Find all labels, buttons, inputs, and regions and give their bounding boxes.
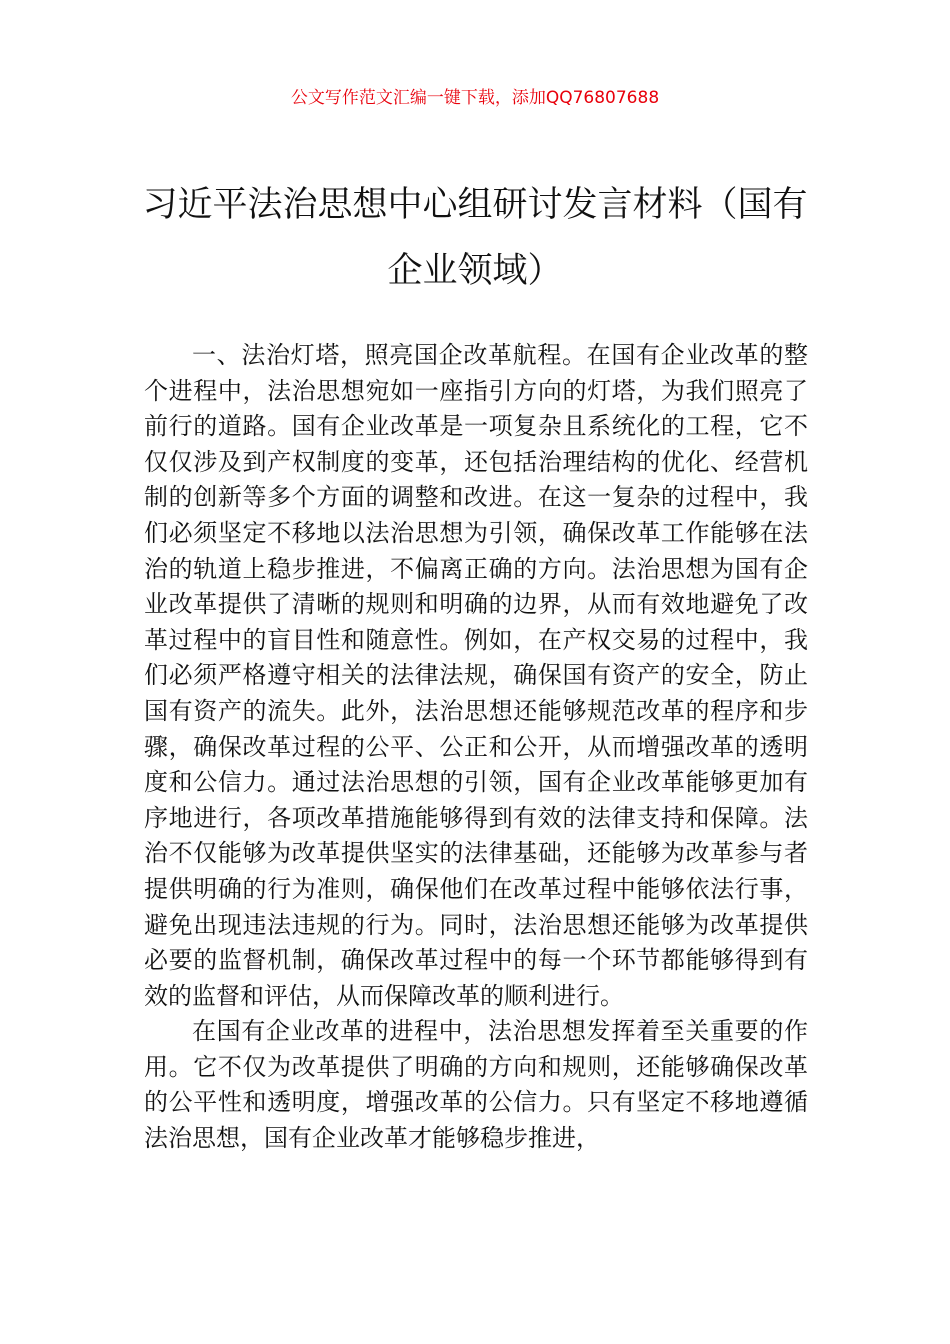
document-body — [144, 338, 808, 1157]
paragraph: 一、法治灯塔，照亮国企改革航程。在国有企业改革的整个进程中，法治思想宛如一座指引方向的灯塔，为我们照亮了前行的道路。国有企业改革是一项复杂且系统化的工程，它不仅仅涉及到产权制度的变革，还包括治理结构的优化、经营机制的创新等多个方面的调整和改进。在这一复杂的过程中，我们必须坚定不移地以法治思想为引领，确保改革工作能够在法治的轨道上稳步推进，不偏离正确的方向。法治思想为国有企业改革提供了清晰的规则和明确的边界，从而有效地避免了改革过程中的盲目性和随意性。例如，在产权交易的过程中，我们必须严格遵守相关的法律法规，确保国有资产的安全，防止国有资产的流失。此外，法治思想还能够规范改革的程序和步骤，确保改革过程的公平、公正和公开，从而增强改革的透明度和公信力。通过法治思想的引领，国有企业改革能够更加有序地进行，各项改革措施能够得到有效的法律支持和保障。法治不仅能够为改革提供坚实的法律基础，还能够为改革参与者提供明确的行为准则，确保他们在改革过程中能够依法行事，避免出现违法违规的行为。同时，法治思想还能够为改革提供必要的监督机制，确保改革过程中的每一个环节都能够得到有效的监督和评估，从而保障改革的顺利进行。 — [144, 341, 808, 1010]
document-title: 习近平法治思想中心组研讨发言材料（国有企业领域） — [142, 185, 808, 291]
paragraph: 在国有企业改革的进程中，法治思想发挥着至关重要的作用。它不仅为改革提供了明确的方向和规则，还能够确保改革的公平性和透明度，增强改革的公信力。只有坚定不移地遵循法治思想，国有企业改革才能够稳步推进， — [144, 1017, 808, 1153]
download-banner: 公文写作范文汇编一键下载，添加QQ76807688 — [290, 88, 660, 108]
